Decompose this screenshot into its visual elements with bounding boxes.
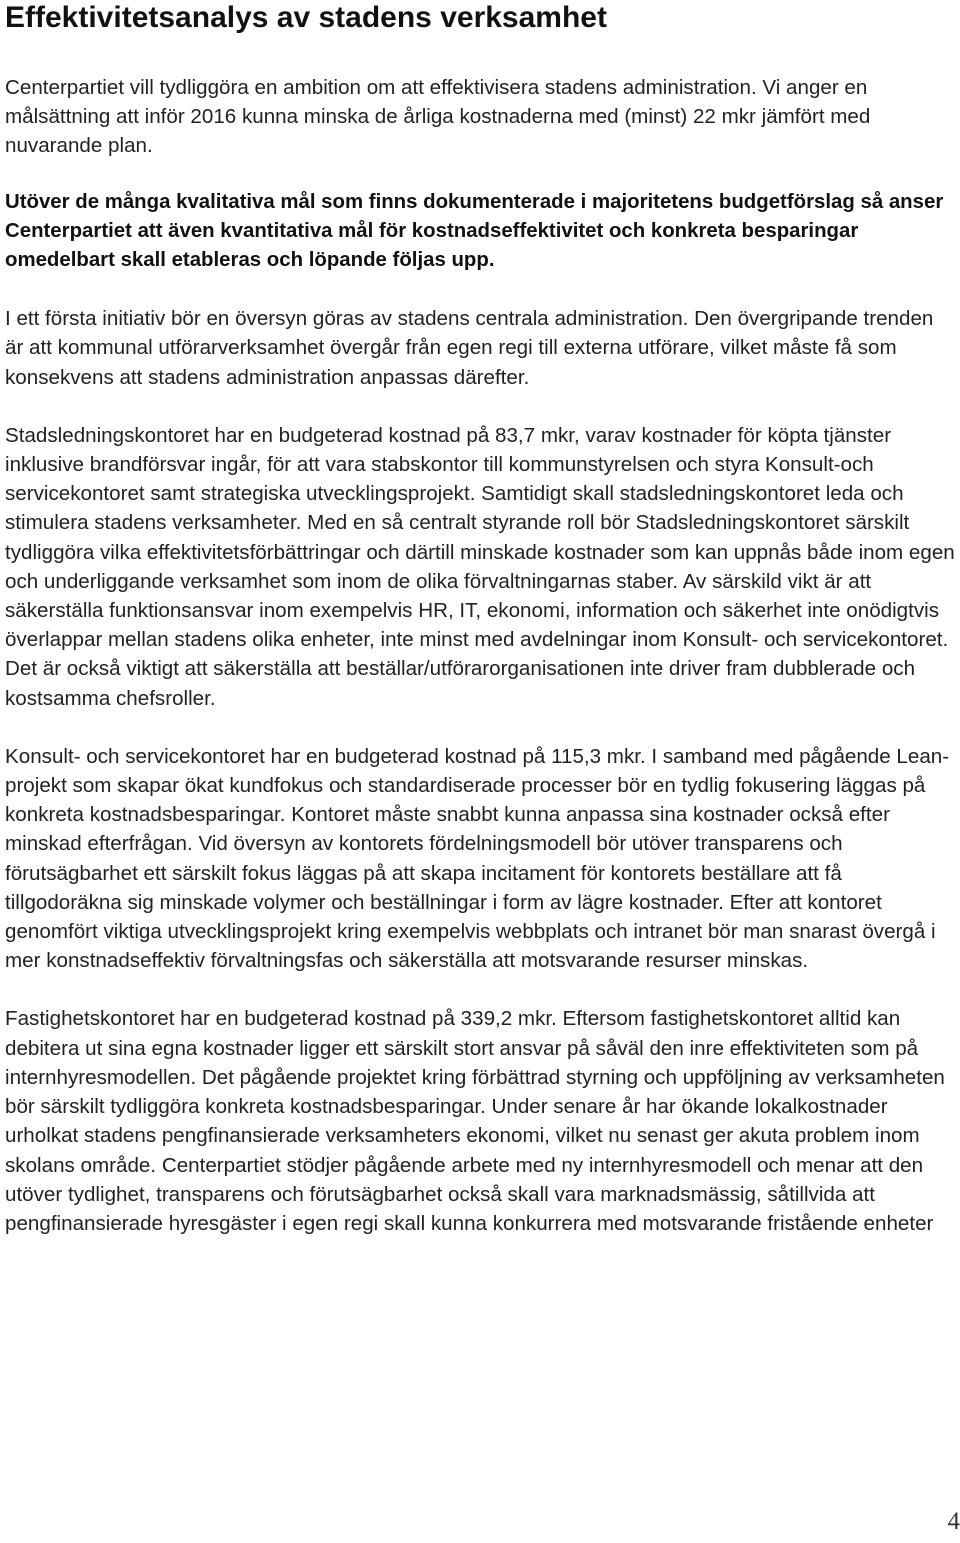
- paragraph-stadsledningskontoret: Stadsledningskontoret har en budgeterad kostnad på 83,7 mkr, varav kostnader för köpta tjänster inklusive brandförsvar ingår, för att vara stabskontor till kommunstyrelsen och styra Konsult-och servicekontoret samt strategiska utvecklingsprojekt. Samtidigt skall stadsledningskontoret leda och stimulera stadens verksamheter. Med en så centralt styrande roll bör Stadsledningskontoret särskilt tydliggöra vilka effektivitetsförbättringar och därtill minskade kostnader som kan uppnås både inom egen och underliggande verksamhet som inom de olika förvaltningarnas staber. Av särskild vikt är att säkerställa funktionsansvar inom exempelvis HR, IT, ekonomi, information och säkerhet inte onödigtvis överlappar mellan stadens olika enheter, inte minst med avdelningar inom Konsult- och servicekontoret. Det är också viktigt att säkerställa att beställar/utförarorganisationen inte driver fram dubblerade och kostsamma chefsroller.: [5, 423, 955, 710]
- document-title: Effektivitetsanalys av stadens verksamhet: [5, 1, 607, 34]
- paragraph-fastighetskontoret: Fastighetskontoret har en budgeterad kostnad på 339,2 mkr. Eftersom fastighetskontoret alltid kan debitera ut sina egna kostnader ligger ett särskilt stort ansvar på såväl den inre effektiviteten som på internhyresmodellen. Det pågående projektet kring förbättrad styrning och uppföljning av verksamheten bör särskilt tydliggöra konkreta kostnadsbesparingar. Under senare år har ökande lokalkostnader urholkat stadens pengfinansierade verksamheters ekonomi, vilket nu senast ger akuta problem inom skolans område. Centerpartiet stödjer pågående arbete med ny internhyresmodell och menar att den utöver tydlighet, transparens och förutsägbarhet också skall vara marknadsmässig, såtillvida att pengfinansierade hyresgäster i egen regi skall kunna konkurrera med motsvarande fristående enheter: [5, 1007, 945, 1235]
- document-page: [5, 0, 955, 1238]
- paragraph-konsult-servicekontoret: Konsult- och servicekontoret har en budgeterad kostnad på 115,3 mkr. I samband med pågående Lean-projekt som skapar ökat kundfokus och standardiserade processer bör en tydlig fokusering läggas på konkreta kostnadsbesparingar. Kontoret måste snabbt kunna anpassa sina kostnader också efter minskad efterfrågan. Vid översyn av kontorets fördelningsmodell bör utöver transparens och förutsägbarhet ett särskilt fokus läggas på att skapa incitament för kontorets beställare att få tillgodoräkna sig minskade volymer och beställningar i form av lägre kostnader. Efter att kontoret genomfört viktiga utvecklingsprojekt kring exempelvis webbplats och intranet bör man snarast övergå i mer konstnadseffektiv förvaltningsfas och säkerställa att motsvarande resurser minskas.: [5, 744, 950, 973]
- paragraph-ambition: Centerpartiet vill tydliggöra en ambition om att effektivisera stadens administration. Vi anger en målsättning att inför 2016 kunna minska de årliga kostnaderna med (minst) 22 mkr jämfört med nuvarande plan.: [5, 76, 871, 158]
- paragraph-quantitative-goals: Utöver de många kvalitativa mål som finns dokumenterade i majoritetens budgetförslag så anser Centerpartiet att även kvantitativa mål för kostnadseffektivitet och konkreta besparingar omedelbart skall etableras och löpande följas upp.: [5, 190, 944, 272]
- paragraph-central-administration: I ett första initiativ bör en översyn göras av stadens centrala administration. Den övergripande trenden är att kommunal utförarverksamhet övergår från egen regi till externa utförare, vilket måste få som konsekvens att stadens administration anpassas därefter.: [5, 307, 934, 389]
- page-number: 4: [947, 1508, 960, 1535]
